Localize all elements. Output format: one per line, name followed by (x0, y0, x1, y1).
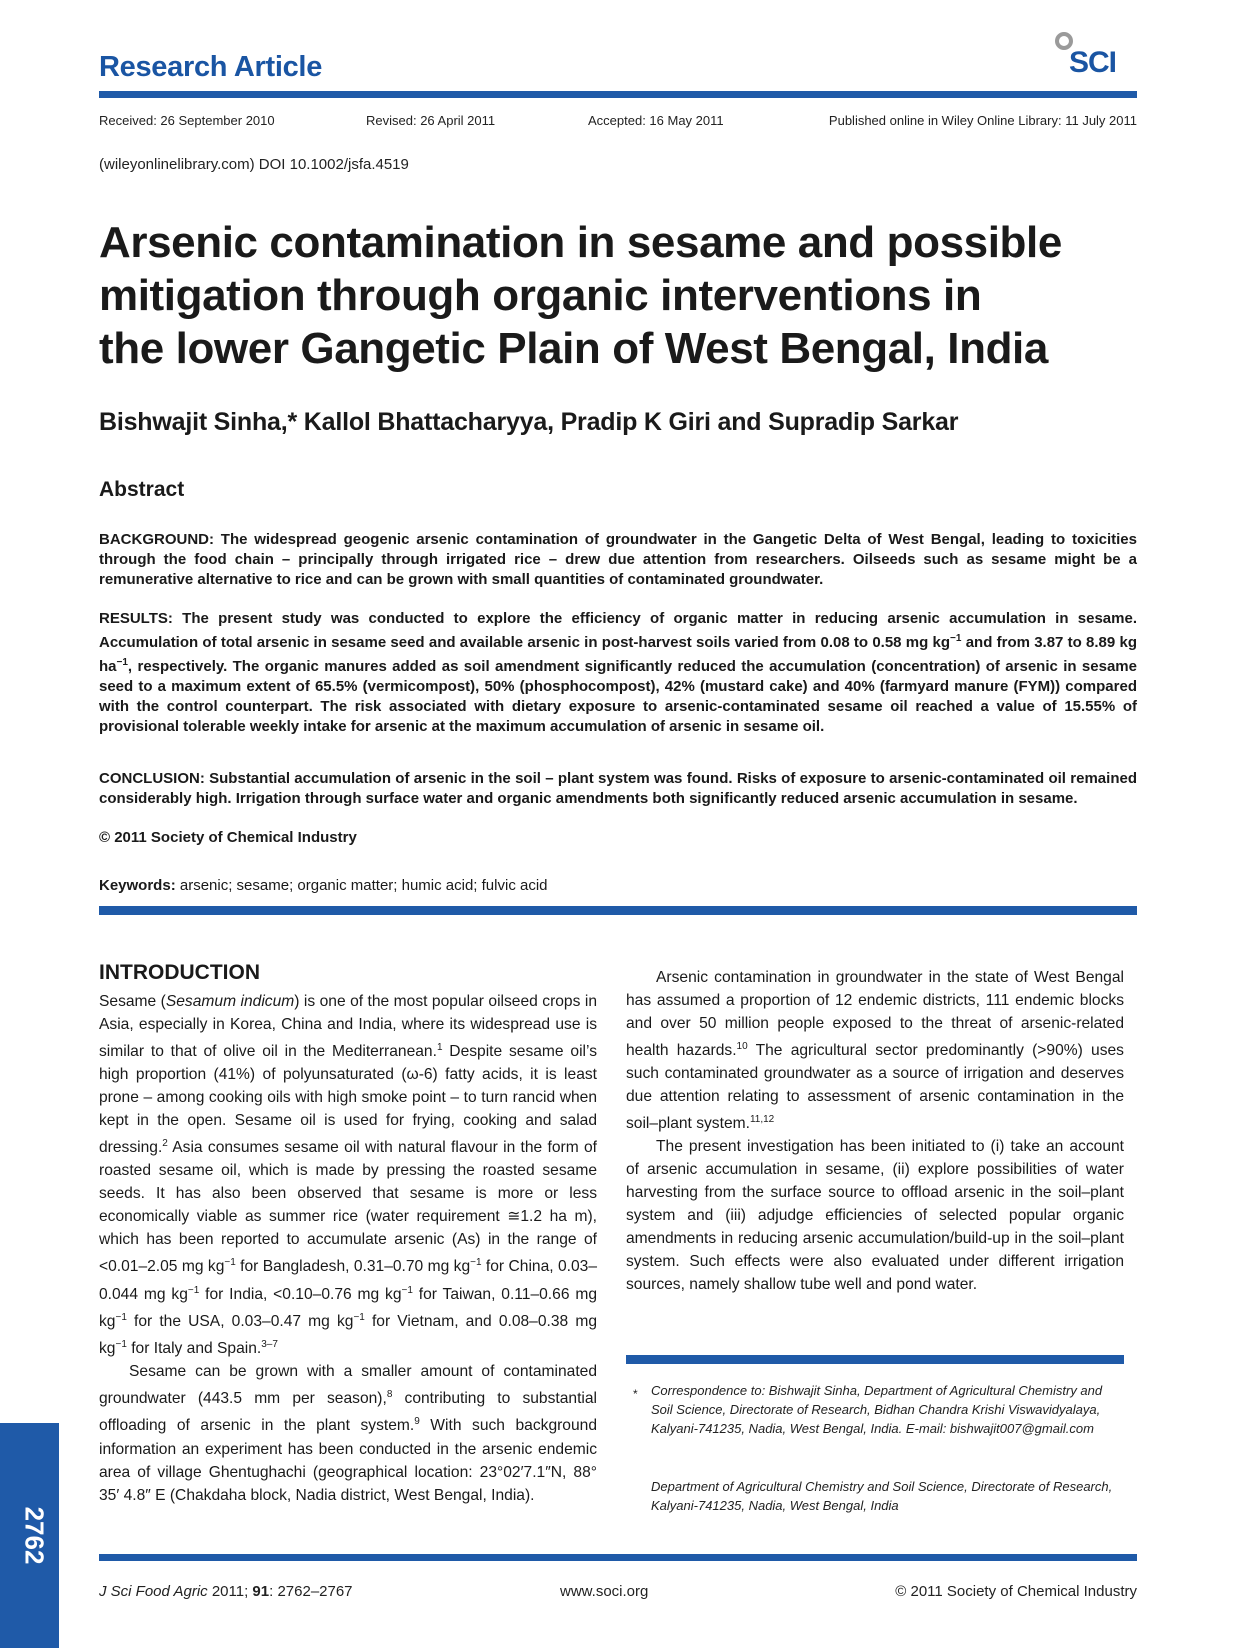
abstract-background: BACKGROUND: The widespread geogenic arsenic contamination of groundwater in the Gangetic Delta of West Bengal, leading to toxicities through the food chain – principally through irrigated rice – drew due attention from researchers. Oilseeds such as sesame might be a remunerative alternative to rice and can be grown with small quantities of contaminated groundwater. (99, 531, 1137, 588)
abstract-results: RESULTS: The present study was conducted to explore the efficiency of organic matter in reducing arsenic accumulation in sesame. Accumulation of total arsenic in sesame seed and available arsenic in post-harvest soils varied from 0.08 to 0.58 mg $kg^{-1}$ and from 3.87 to 8.89 kg $ha^{-1}$, respectively. The organic manures added as soil amendment significantly reduced the accumulation (concentration) of arsenic in sesame seed to a maximum extent of 65.5% (vermicompost), 50% (phosphocompost), 42% (mustard cake) and 40% (farmyard manure (FYM)) compared with the control counterpart. The risk associated with dietary exposure to arsenic-contaminated sesame oil reached a value of 15.55% of provisional tolerable weekly intake for arsenic at the maximum accumulation of arsenic in sesame oil. (99, 610, 1138, 735)
footer-copyright: © 2011 Society of Chemical Industry (895, 1583, 1137, 1600)
authors: Bishwajit Sinha,* Kallol Bhattacharyya, Pradip K Giri and Supradip Sarkar (99, 408, 959, 436)
section-label: Research Article (99, 51, 323, 83)
intro-paragraph: The present investigation has been initiated to (i) take an account of arsenic accumulation in sesame, (ii) explore possibilities of water harvesting from the surface source to offload arsenic in the soil–plant system and (iii) adjudge efficiencies of selected popular organic amendments in reducing arsenic accumulation/build-up in the soil–plant system. Such effects were also evaluated under different irrigation sources, namely shallow tube well and pond water. (626, 1138, 1124, 1294)
species-name: Sesamum indicum (165, 993, 295, 1010)
intro-paragraph: Sesame can be grown with a smaller amount of contaminated groundwater (443.5 mm per season),$^8$ contributing to substantial offloading of arsenic in the plant system.$^9$ With such background information an experiment has been conducted in the arsenic endemic area of village Ghentughachi (geographical location: 23°02′7.1″N, 88° 35′ 4.8″ E (Chakdaha block, Nadia district, West Bengal, India). (99, 1363, 598, 1504)
revised-date: Revised: 26 April 2011 (366, 113, 496, 128)
logo-text: SCI (1069, 46, 1117, 79)
doi: (wileyonlinelibrary.com) DOI 10.1002/jsfa.4519 (99, 156, 409, 173)
journal-citation: J Sci Food Agric 2011; 91: 2762–2767 (99, 1583, 353, 1600)
keywords-list: arsenic; sesame; organic matter; humic acid; fulvic acid (175, 877, 548, 894)
abstract-conclusion: CONCLUSION: Substantial accumulation of arsenic in the soil – plant system was found. Risks of exposure to arsenic-contaminated oil remained considerably high. Irrigation through surface water and organic amendments both significantly reduced arsenic accumulation in sesame. (99, 770, 1137, 807)
keywords (99, 877, 548, 894)
affiliation-note: Department of Agricultural Chemistry and Soil Science, Directorate of Research, Kalyani-741235, Nadia, West Bengal, India (651, 1479, 1113, 1513)
abstract-heading: Abstract (99, 478, 185, 501)
page-number: 2762 (19, 1506, 49, 1565)
footer-rule (99, 1554, 1137, 1561)
accepted-date: Accepted: 16 May 2011 (588, 113, 724, 128)
header-rule (99, 91, 1137, 98)
intro-paragraph: Arsenic contamination in groundwater in the state of West Bengal has assumed a proportion of 12 endemic districts, 111 endemic blocks and over 50 million people exposed to the threat of arsenic-related health hazards.$^{10}$ The agricultural sector predominantly (>90%) uses such contaminated groundwater as a source of irrigation and deserves due attention relating to assessment of arsenic contamination in the soil–plant system.$^{11,12}$ (626, 969, 1124, 1133)
published-date: Published online in Wiley Online Library: 11 July 2011 (828, 113, 1137, 128)
abstract-rule (99, 906, 1137, 915)
footnote-mark: * (633, 1387, 638, 1401)
correspondence-rule (626, 1355, 1124, 1364)
page-number-tab (0, 1423, 59, 1648)
received-date: Received: 26 September 2010 (99, 113, 275, 128)
keywords-label: Keywords: (99, 877, 176, 894)
intro-paragraph: Sesame (Sesamum indicum) is one of the most popular oilseed crops in Asia, especially in Korea, China and India, where its widespread use is similar to that of olive oil in the Mediterranean.$^1$ Despite sesame oil’s high proportion (41%) of polyunsaturated (ω-6) fatty acids, it is least prone – among cooking oils with high smoke point – to turn rancid when kept in the open. Sesame oil is used for frying, cooking and salad dressing.$^2$ Asia consumes sesame oil with natural flavour in the form of roasted sesame oil, which is made by pressing the roasted sesame seeds. It has also been observed that sesame is more or less economically viable as summer rice (water requirement ≅1.2 ha m), which has been reported to accumulate arsenic (As) in the range of <0.01–2.05 mg $kg^{-1}$ for Bangladesh, 0.31–0.70 mg $kg^{-1}$ for China, 0.03–0.044 mg $kg^{-1}$ for India, <0.10–0.76 mg $kg^{-1}$ for Taiwan, 0.11–0.66 mg $kg^{-1}$ for the USA, 0.03–0.47 mg $kg^{-1}$ for Vietnam, and 0.08–0.38 mg $kg^{-1}$ for Italy and Spain.$^{3-7}$ (99, 993, 598, 1358)
website-link[interactable]: www.soci.org (560, 1583, 649, 1600)
title-line: Arsenic contamination in sesame and possible (99, 218, 1062, 267)
introduction-heading: INTRODUCTION (99, 961, 260, 984)
intro-left-column (99, 990, 597, 1507)
journal-name: J Sci Food Agric (99, 1583, 208, 1600)
title-line: mitigation through organic interventions in (99, 271, 982, 320)
soci-logo (1053, 30, 1137, 82)
abstract-copyright: © 2011 Society of Chemical Industry (99, 829, 357, 846)
article-title (99, 216, 1159, 375)
correspondence-note: Correspondence to: Bishwajit Sinha, Department of Agricultural Chemistry and Soil Science, Directorate of Research, Bidhan Chandra Krishi Viswavidyalaya, Kalyani-741235, Nadia, West Bengal, India. E-mail: bishwajit007@gmail.com (651, 1383, 1103, 1436)
title-line: the lower Gangetic Plain of West Bengal, India (99, 324, 1048, 373)
volume: 91 (252, 1583, 270, 1600)
intro-right-column (626, 966, 1124, 1296)
